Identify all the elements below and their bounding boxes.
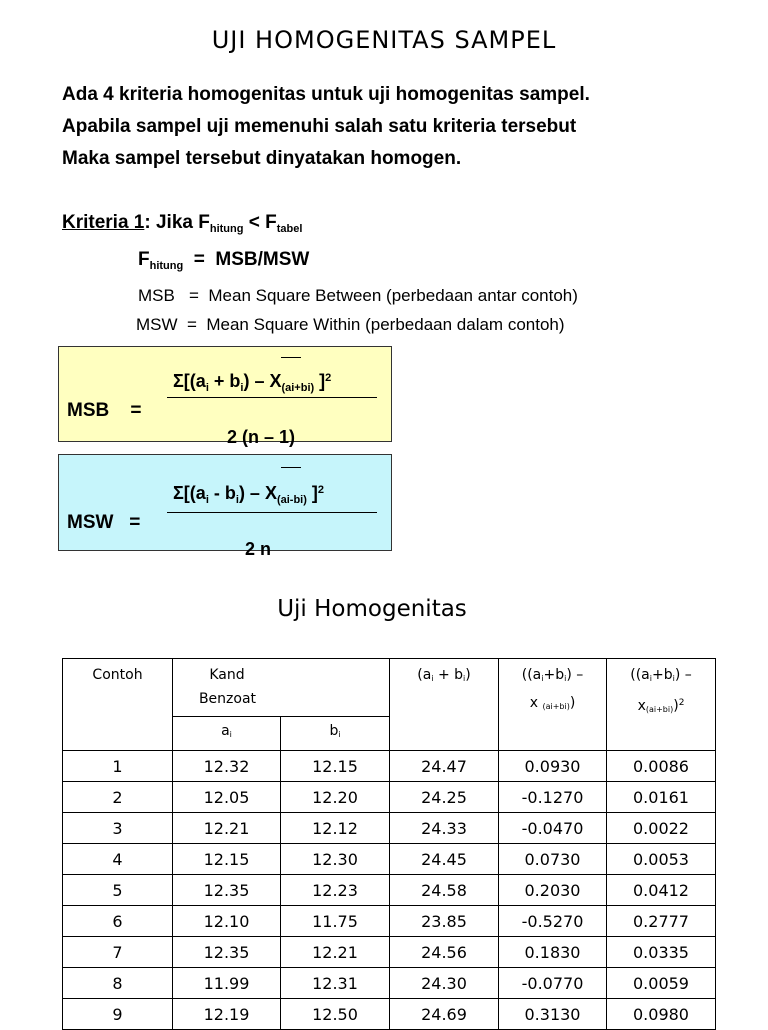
table-cell: 0.2030 bbox=[499, 875, 607, 906]
table-cell: -0.0770 bbox=[499, 968, 607, 999]
table-cell: 12.05 bbox=[173, 782, 281, 813]
kriteria-lt: < F bbox=[243, 212, 277, 233]
msw-label: MSW = bbox=[67, 512, 141, 533]
table-cell: 0.3130 bbox=[499, 999, 607, 1030]
page-title: UJI HOMOGENITAS SAMPEL bbox=[211, 26, 557, 54]
table-cell: 4 bbox=[63, 844, 173, 875]
table-row bbox=[63, 875, 716, 906]
kriteria-sub-hitung: hitung bbox=[209, 223, 244, 235]
table-cell: 24.33 bbox=[390, 813, 499, 844]
header-contoh: Contoh bbox=[63, 659, 173, 751]
table-cell: 3 bbox=[63, 813, 173, 844]
intro-line-2: Apabila sampel uji memenuhi salah satu kriteria tersebut bbox=[62, 116, 577, 137]
table-cell: 0.1830 bbox=[499, 937, 607, 968]
kriteria-label: Kriteria 1 bbox=[62, 212, 145, 233]
table-cell: 0.0980 bbox=[607, 999, 716, 1030]
table-cell: 0.0086 bbox=[607, 751, 716, 782]
table-cell: 9 bbox=[63, 999, 173, 1030]
table-title: Uji Homogenitas bbox=[277, 596, 467, 622]
table-cell: 12.20 bbox=[281, 782, 390, 813]
kriteria-text: : Jika F bbox=[144, 212, 210, 233]
table-row bbox=[63, 906, 716, 937]
table-cell: 12.15 bbox=[281, 751, 390, 782]
table-cell: 0.0059 bbox=[607, 968, 716, 999]
intro-line-3: Maka sampel tersebut dinyatakan homogen. bbox=[62, 148, 462, 169]
table-row bbox=[63, 844, 716, 875]
kriteria-1-heading bbox=[62, 212, 302, 235]
table-cell: 7 bbox=[63, 937, 173, 968]
fhitung-f: F bbox=[138, 249, 150, 270]
fhitung-formula bbox=[138, 249, 309, 272]
table-cell: 24.69 bbox=[390, 999, 499, 1030]
msb-numerator: $\Sigma[(a_i + b_i) - X_{(ai+bi)}$ ]$^2$ bbox=[173, 371, 332, 394]
header-deviation-squared: ((ai+bi) – x(ai+bi))$^2$ bbox=[607, 659, 716, 751]
table-cell: 12.12 bbox=[281, 813, 390, 844]
intro-line-1: Ada 4 kriteria homogenitas untuk uji homogenitas sampel. bbox=[62, 84, 590, 105]
msb-definition: MSB = Mean Square Between (perbedaan antar contoh) bbox=[138, 286, 578, 305]
homogeneity-table bbox=[62, 658, 716, 1030]
table-cell: 0.0161 bbox=[607, 782, 716, 813]
msb-formula-box bbox=[58, 346, 392, 447]
table-cell: 24.58 bbox=[390, 875, 499, 906]
table-cell: 12.15 bbox=[173, 844, 281, 875]
table-cell: -0.5270 bbox=[499, 906, 607, 937]
table-row bbox=[63, 999, 716, 1030]
table-cell: 0.0730 bbox=[499, 844, 607, 875]
table-cell: 0.0930 bbox=[499, 751, 607, 782]
table-cell: 2 bbox=[63, 782, 173, 813]
fhitung-sub: hitung bbox=[149, 260, 184, 272]
table-cell: 12.31 bbox=[281, 968, 390, 999]
header-kand-benzoat bbox=[173, 659, 390, 717]
header-ai: ai bbox=[173, 717, 281, 751]
table-cell: 12.32 bbox=[173, 751, 281, 782]
msw-definition: MSW = Mean Square Within (perbedaan dalam contoh) bbox=[136, 315, 565, 334]
msw-denominator: 2 n bbox=[245, 539, 272, 559]
table-row bbox=[63, 782, 716, 813]
table-row bbox=[63, 937, 716, 968]
table-cell: 5 bbox=[63, 875, 173, 906]
table-cell: 24.47 bbox=[390, 751, 499, 782]
header-deviation: ((ai+bi) – x (ai+bi)) bbox=[499, 659, 607, 751]
table-cell: 12.19 bbox=[173, 999, 281, 1030]
table-cell: 0.0412 bbox=[607, 875, 716, 906]
table-cell: 12.35 bbox=[173, 875, 281, 906]
fraction-line bbox=[167, 397, 377, 398]
msb-denominator: 2 (n – 1) bbox=[227, 427, 296, 447]
table-cell: 24.30 bbox=[390, 968, 499, 999]
table-cell: -0.0470 bbox=[499, 813, 607, 844]
table-cell: 0.2777 bbox=[607, 906, 716, 937]
table-cell: 12.21 bbox=[173, 813, 281, 844]
table-cell: 24.45 bbox=[390, 844, 499, 875]
table-cell: 23.85 bbox=[390, 906, 499, 937]
header-sum: (ai + bi) bbox=[390, 659, 499, 751]
table-cell: -0.1270 bbox=[499, 782, 607, 813]
msw-numerator: $\Sigma[(a_i - b_i) - X_{(ai-bi)}$ ]$^2$ bbox=[173, 483, 325, 506]
header-kand: Kand bbox=[209, 667, 245, 683]
table-cell: 12.35 bbox=[173, 937, 281, 968]
table-row bbox=[63, 751, 716, 782]
table-cell: 0.0053 bbox=[607, 844, 716, 875]
fraction-line bbox=[167, 512, 377, 513]
kriteria-sub-tabel: tabel bbox=[276, 223, 303, 235]
header-benzoat: Benzoat bbox=[198, 691, 257, 707]
table-cell: 12.23 bbox=[281, 875, 390, 906]
table-cell: 12.21 bbox=[281, 937, 390, 968]
table-cell: 0.0022 bbox=[607, 813, 716, 844]
fhitung-eq: = MSB/MSW bbox=[183, 249, 310, 270]
table-cell: 11.99 bbox=[173, 968, 281, 999]
table-cell: 24.25 bbox=[390, 782, 499, 813]
header-bi: bi bbox=[281, 717, 390, 751]
table-cell: 0.0335 bbox=[607, 937, 716, 968]
table-cell: 6 bbox=[63, 906, 173, 937]
mean-bar bbox=[281, 357, 301, 358]
msw-formula-box bbox=[58, 454, 392, 559]
table-cell: 24.56 bbox=[390, 937, 499, 968]
table-cell: 11.75 bbox=[281, 906, 390, 937]
table-cell: 1 bbox=[63, 751, 173, 782]
msb-label: MSB = bbox=[67, 400, 142, 421]
table-row bbox=[63, 968, 716, 999]
table-cell: 8 bbox=[63, 968, 173, 999]
table-cell: 12.50 bbox=[281, 999, 390, 1030]
table-body bbox=[63, 751, 716, 1030]
table-cell: 12.10 bbox=[173, 906, 281, 937]
table-cell: 12.30 bbox=[281, 844, 390, 875]
mean-bar bbox=[281, 467, 301, 468]
table-row bbox=[63, 813, 716, 844]
